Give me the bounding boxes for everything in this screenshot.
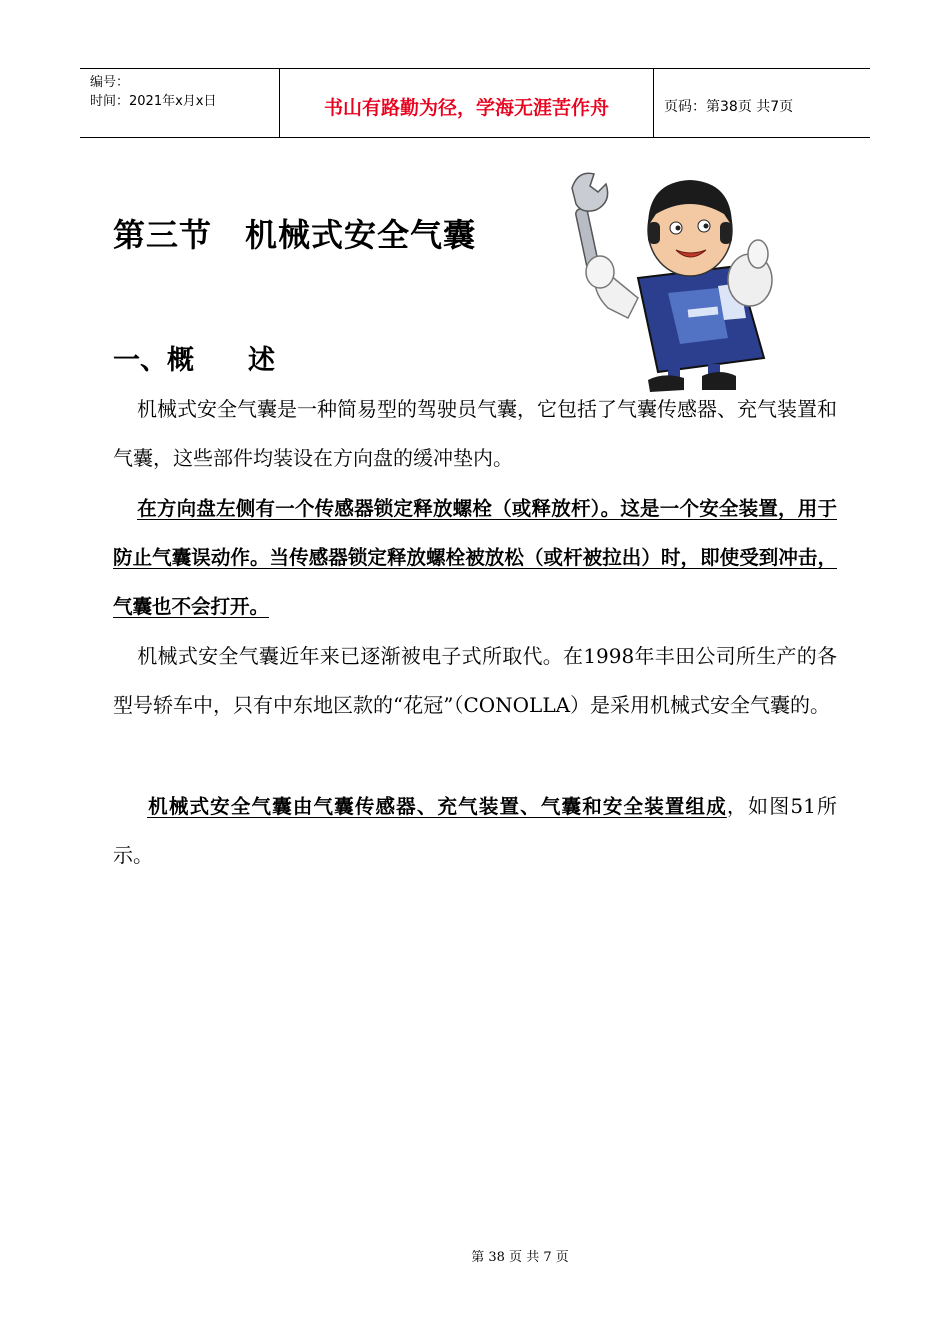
mechanic-mascot-illustration [568, 168, 780, 400]
paragraph-3-text: 机械式安全气囊近年来已逐渐被电子式所取代。在1998年丰田公司所生产的各型号轿车中，只有中东地区款的“花冠”（CONOLLA）是采用机械式安全气囊的。 [113, 644, 837, 717]
header-meta [80, 69, 280, 137]
page-header [80, 68, 870, 138]
paragraph-4-underlined: 机械式安全气囊由气囊传感器、充气装置、气囊和安全装置组成 [147, 795, 727, 818]
subsection-title: 一、概 述 [113, 345, 275, 376]
paragraph-safety-device [113, 484, 837, 631]
paragraph-history [113, 632, 837, 730]
time-label: 时间：2021年x月x日 [90, 94, 217, 109]
paragraph-intro [113, 385, 837, 483]
paragraph-components [113, 782, 837, 880]
paragraph-1-text: 机械式安全气囊是一种简易型的驾驶员气囊，它包括了气囊传感器、充气装置和气囊，这些部件均装设在方向盘的缓冲垫内。 [113, 397, 837, 470]
number-label: 编号： [90, 75, 130, 90]
paragraph-2-text: 在方向盘左侧有一个传感器锁定释放螺栓（或释放杆）。这是一个安全装置，用于防止气囊误动作。当传感器锁定释放螺栓被放松（或杆被拉出）时，即使受到冲击，气囊也不会打开。 [113, 497, 837, 618]
header-motto: 书山有路勤为径，学海无涯苦作舟 [280, 69, 654, 137]
page-footer: 第 38 页 共 7 页 [471, 1250, 569, 1265]
paragraph-4-rest: ，如图51所示。 [113, 794, 837, 867]
section-title: 第三节 机械式安全气囊 [113, 216, 477, 254]
header-page-info: 页码：第38页 共7页 [664, 99, 794, 115]
